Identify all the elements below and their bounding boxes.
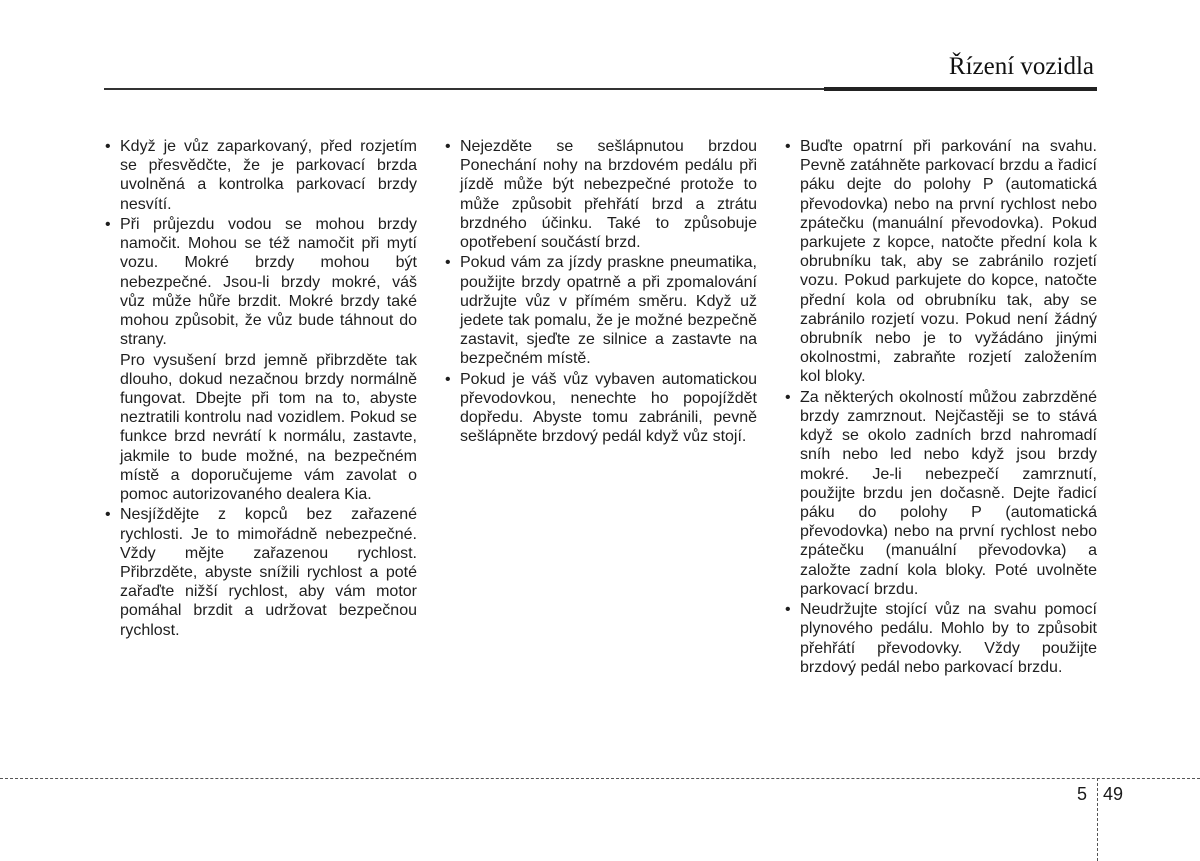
paragraph: Pro vysušení brzd jemně přibrzděte tak dlouho, dokud nezačnou brzdy normálně fungovat. Dbejte při tom na to, abyste neztratili kontrolu nad vozidlem. Pokud se funkce brzd nevrátí k normálu, zastavte, jakmile to bude možné, na bezpečném místě a doporučujeme vám zavolat o pomoc autorizovaného dealera Kia. bbox=[120, 351, 417, 504]
text-column-2 bbox=[444, 137, 757, 448]
header-rule-accent bbox=[824, 87, 1097, 91]
bullet-item: • Za některých okolností můžou zabrzděné brzdy zamrznout. Nejčastěji se to stává když se okolo zadních brzd nahromadí sníh nebo led nebo když jsou brzdy mokré. Je-li nebezpečí zamrznutí, použijte brzdu jen dočasně. Dejte řadicí páku do polohy P (automatická převodovka) nebo na první rychlost nebo zpátečku (manuální převodovka) a založte zadní kola bloky. Poté uvolněte parkovací brzdu. bbox=[784, 388, 1097, 599]
bullet-item: • Když je vůz zaparkovaný, před rozjetím se přesvědčte, že je parkovací brzda uvolněná a kontrolka parkovací brzdy nesvítí. bbox=[104, 137, 417, 214]
bullet-item: • Neudržujte stojící vůz na svahu pomocí plynového pedálu. Mohlo by to způsobit přehřátí převodovky. Vždy použijte brzdový pedál nebo parkovací brzdu. bbox=[784, 600, 1097, 677]
bullet-item: • Při průjezdu vodou se mohou brzdy namočit. Mohou se též namočit při mytí vozu. Mokré brzdy mohou být nebezpečné. Jsou-li brzdy mokré, váš vůz může hůře brzdit. Mokré brzdy také mohou způsobit, že vůz bude táhnout do strany. bbox=[104, 215, 417, 349]
footer-rule bbox=[0, 778, 1200, 779]
section-number: 5 bbox=[1077, 784, 1088, 804]
text-column-3 bbox=[784, 137, 1097, 678]
page-title: Řízení vozidla bbox=[948, 53, 1094, 80]
bullet-item: • Pokud vám za jízdy praskne pneumatika, použijte brzdy opatrně a při zpomalování udržujte vůz v přímém směru. Když už jedete tak pomalu, že je možné bezpečně zastavit, sjeďte ze silnice a zastavte na bezpečném místě. bbox=[444, 253, 757, 368]
text-column-1 bbox=[104, 137, 417, 641]
page-number: 49 bbox=[1103, 784, 1124, 804]
bullet-item: • Nesjíždějte z kopců bez zařazené rychlosti. Je to mimořádně nebezpečné. Vždy mějte zařazenou rychlost. Přibrzděte, abyste snížili rychlost a poté zařaďte nižší rychlost, aby vám motor pomáhal brzdit a udržovat bezpečnou rychlost. bbox=[104, 505, 417, 639]
bullet-item: • Nejezděte se sešlápnutou brzdou Ponechání nohy na brzdovém pedálu při jízdě může být nebezpečné protože to může způsobit přehřátí brzd a ztrátu brzdného účinku. Také to způsobuje opotřebení součástí brzd. bbox=[444, 137, 757, 252]
bullet-item: • Pokud je váš vůz vybaven automatickou převodovkou, nenechte ho popojíždět dopředu. Abyste tomu zabránili, pevně sešlápněte brzdový pedál když vůz stojí. bbox=[444, 370, 757, 447]
bullet-item: • Buďte opatrní při parkování na svahu. Pevně zatáhněte parkovací brzdu a řadicí páku dejte do polohy P (automatická převodovka) nebo na první rychlost nebo zpátečku (manuální převodovka). Pokud parkujete z kopce, natočte přední kola k obrubníku tak, aby se zabránilo rozjetí vozu. Pokud parkujete do kopce, natočte přední kola od obrubníku tak, aby se zabránilo rozjetí vozu. Pokud není žádný obrubník nebo je to vyžádáno jinými okolnostmi, zabraňte rozjetí založením kol bloky. bbox=[784, 137, 1097, 387]
footer-divider bbox=[1097, 778, 1098, 861]
